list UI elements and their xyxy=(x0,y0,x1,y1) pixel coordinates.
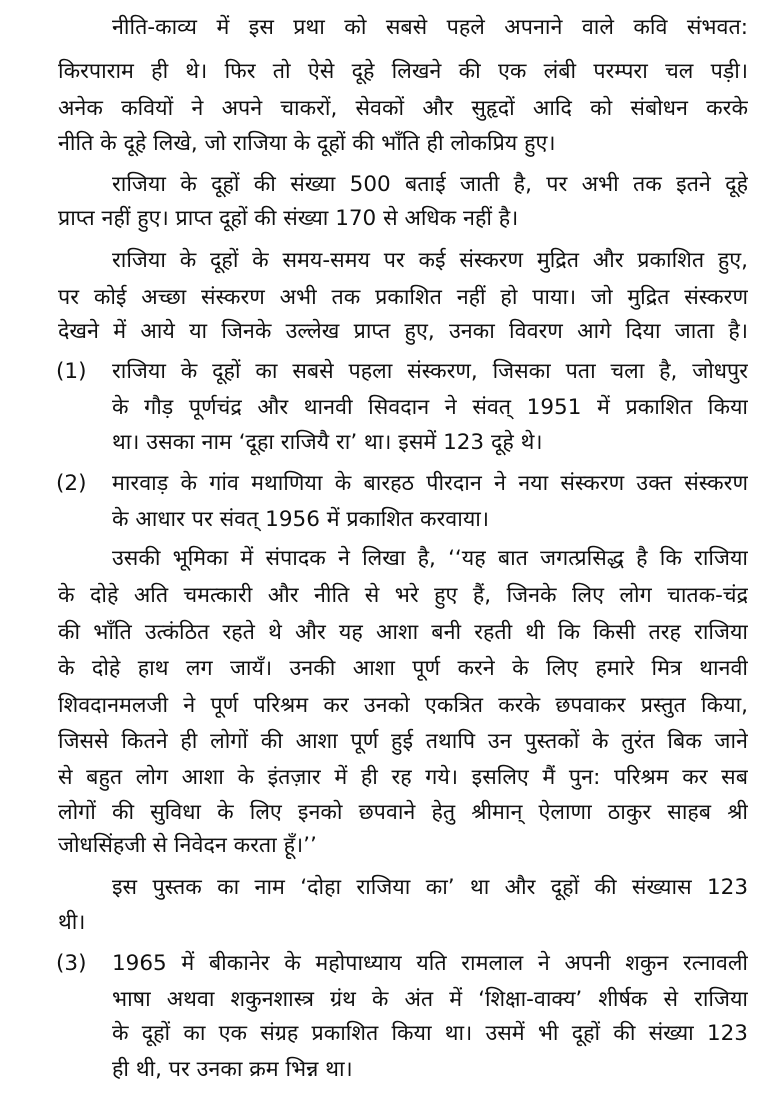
list-item-line: राजिया के दूहों का सबसे पहला संस्करण, जिसका पता चला है, जोधपुर xyxy=(112,359,748,384)
text-line: नीति-काव्य में इस प्रथा को सबसे पहले अपनाने वाले कवि संभवत: xyxy=(112,15,748,40)
text-line: लोगों की सुविधा के लिए इनको छपवाने हेतु श्रीमान् ऐलाणा ठाकुर साहब श्री xyxy=(58,800,748,825)
text-line: थी। xyxy=(58,910,86,935)
list-marker: (1) xyxy=(56,359,87,384)
list-item-line: ही थी, पर उनका क्रम भिन्न था। xyxy=(112,1057,353,1082)
text-line: के दोहे हाथ लग जायँ। उनकी आशा पूर्ण करने के लिए हमारे मित्र थानवी xyxy=(58,656,748,681)
list-item-line: भाषा अथवा शकुनशास्त्र ग्रंथ के अंत में ‘शिक्षा-वाक्य’ शीर्षक से राजिया xyxy=(112,987,748,1012)
text-line: प्राप्त नहीं हुए। प्राप्त दूहों की संख्या 170 से अधिक नहीं है। xyxy=(58,206,519,231)
text-line: शिवदानमलजी ने पूर्ण परिश्रम कर उनको एकत्रित करके छपवाकर प्रस्तुत किया, xyxy=(58,693,748,718)
text-line: जोधसिंहजी से निवेदन करता हूँ।’’ xyxy=(58,833,317,858)
text-line: राजिया के दूहों की संख्या 500 बताई जाती है, पर अभी तक इतने दूहे xyxy=(112,172,748,197)
text-line: अनेक कवियों ने अपने चाकरों, सेवकों और सुहृदों आदि को संबोधन करके xyxy=(58,96,748,121)
text-line: जिससे कितने ही लोगों की आशा पूर्ण हुई तथापि उन पुस्तकों के तुरंत बिक जाने xyxy=(58,729,748,754)
text-line: नीति के दूहे लिखे, जो राजिया के दूहों की भाँति ही लोकप्रिय हुए। xyxy=(58,131,556,156)
text-line: के दोहे अति चमत्कारी और नीति से भरे हुए हैं, जिनके लिए लोग चातक-चंद्र xyxy=(58,583,748,608)
text-line: उसकी भूमिका में संपादक ने लिखा है, ‘‘यह बात जगत्प्रसिद्ध है कि राजिया xyxy=(112,546,748,571)
text-line: की भाँति उत्कंठित रहते थे और यह आशा बनी रहती थी कि किसी तरह राजिया xyxy=(58,620,748,645)
text-line: पर कोई अच्छा संस्करण अभी तक प्रकाशित नहीं हो पाया। जो मुद्रित संस्करण xyxy=(58,285,748,310)
list-marker: (3) xyxy=(56,951,87,976)
list-item-line: 1965 में बीकानेर के महोपाध्याय यति रामलाल ने अपनी शकुन रत्नावली xyxy=(112,951,748,976)
text-line: राजिया के दूहों के समय-समय पर कई संस्करण मुद्रित और प्रकाशित हुए, xyxy=(112,248,748,273)
list-item-line: के आधार पर संवत् 1956 में प्रकाशित करवाया। xyxy=(112,507,490,532)
text-line: से बहुत लोग आशा के इंतज़ार में ही रह गये। इसलिए मैं पुन: परिश्रम कर सब xyxy=(58,765,748,790)
list-marker: (2) xyxy=(56,471,87,496)
text-line: इस पुस्तक का नाम ‘दोहा राजिया का’ था और दूहों की संख्यास 123 xyxy=(112,875,748,900)
list-item-line: मारवाड़ के गांव मथाणिया के बारहठ पीरदान ने नया संस्करण उक्त संस्करण xyxy=(112,471,748,496)
list-item-line: के दूहों का एक संग्रह प्रकाशित किया था। उसमें भी दूहों की संख्या 123 xyxy=(112,1021,748,1046)
list-item-line: के गौड़ पूर्णचंद्र और थानवी सिवदान ने संवत् 1951 में प्रकाशित किया xyxy=(112,395,748,420)
list-item-line: था। उसका नाम ‘दूहा राजियै रा’ था। इसमें 123 दूहे थे। xyxy=(112,430,543,455)
text-line: देखने में आये या जिनके उल्लेख प्राप्त हुए, उनका विवरण आगे दिया जाता है। xyxy=(58,319,748,344)
text-line: किरपाराम ही थे। फिर तो ऐसे दूहे लिखने की एक लंबी परम्परा चल पड़ी। xyxy=(58,59,748,84)
